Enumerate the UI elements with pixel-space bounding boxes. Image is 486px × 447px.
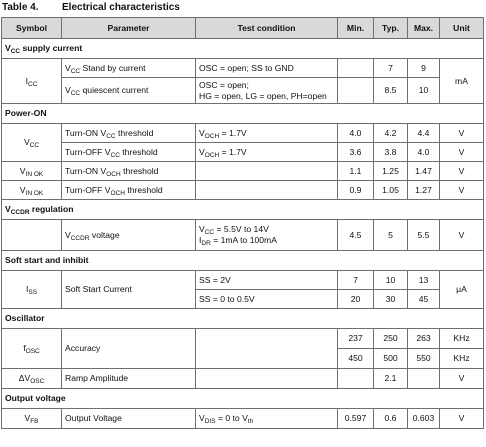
typ-cell: 0.6	[374, 409, 408, 429]
max-cell: 45	[408, 290, 440, 309]
typ-cell: 5	[374, 220, 408, 251]
unit-cell: μA	[440, 271, 484, 309]
section-heading-oscillator: Oscillator	[2, 309, 484, 329]
typ-cell: 2.1	[374, 369, 408, 389]
min-cell	[338, 78, 374, 104]
parameter-cell: Turn-OFF $V_{OCH}$ threshold	[62, 181, 196, 200]
symbol-cell: $V_{IN OK}$	[2, 162, 62, 181]
min-cell: 3.6	[338, 143, 374, 162]
section-heading-vcc-supply: $V_{CC}$ supply current	[2, 39, 484, 59]
table-row	[2, 78, 484, 104]
header-max: Max.	[408, 18, 440, 39]
header-parameter: Parameter	[62, 18, 196, 39]
symbol-cell: $I_{CC}$	[2, 59, 62, 104]
max-cell: 4.4	[408, 124, 440, 143]
unit-cell: KHz	[440, 349, 484, 369]
typ-cell: 3.8	[374, 143, 408, 162]
condition-cell	[196, 329, 338, 369]
parameter-cell: Turn-ON $V_{OCH}$ threshold	[62, 162, 196, 181]
typ-cell: 7	[374, 59, 408, 78]
table-row	[2, 369, 484, 389]
typ-cell: 30	[374, 290, 408, 309]
parameter-cell: Soft Start Current	[62, 271, 196, 309]
parameter-cell: Turn-OFF $V_{CC}$ threshold	[62, 143, 196, 162]
condition-cell	[196, 181, 338, 200]
max-cell: 13	[408, 271, 440, 290]
section-row	[2, 104, 484, 124]
unit-cell: V	[440, 143, 484, 162]
max-cell: 1.47	[408, 162, 440, 181]
max-cell: 0.603	[408, 409, 440, 429]
min-cell: 0.9	[338, 181, 374, 200]
min-cell: 7	[338, 271, 374, 290]
max-cell	[408, 369, 440, 389]
symbol-cell: $V_{IN OK}$	[2, 181, 62, 200]
condition-cell: $V_{OCH} = 1.7V$	[196, 124, 338, 143]
table-row	[2, 181, 484, 200]
parameter-cell: $V_{CCDR}$ voltage	[62, 220, 196, 251]
unit-cell: KHz	[440, 329, 484, 349]
max-cell: 9	[408, 59, 440, 78]
min-cell: 1.1	[338, 162, 374, 181]
parameter-cell: Output Voltage	[62, 409, 196, 429]
table-row	[2, 271, 484, 290]
table-row	[2, 409, 484, 429]
unit-cell: V	[440, 220, 484, 251]
parameter-cell: $V_{CC}$ quiescent current	[62, 78, 196, 104]
typ-cell: 1.25	[374, 162, 408, 181]
typ-cell: 4.2	[374, 124, 408, 143]
symbol-cell: $\Delta V_{OSC}$	[2, 369, 62, 389]
max-cell: 1.27	[408, 181, 440, 200]
max-cell: 550	[408, 349, 440, 369]
section-heading-soft-start: Soft start and inhibit	[2, 251, 484, 271]
max-cell: 5.5	[408, 220, 440, 251]
section-heading-power-on: Power-ON	[2, 104, 484, 124]
unit-cell: V	[440, 409, 484, 429]
unit-cell: V	[440, 162, 484, 181]
condition-cell: SS = 0 to 0.5V	[196, 290, 338, 309]
header-min: Min.	[338, 18, 374, 39]
min-cell: 237	[338, 329, 374, 349]
typ-cell: 500	[374, 349, 408, 369]
header-unit: Unit	[440, 18, 484, 39]
min-cell	[338, 59, 374, 78]
table-row	[2, 162, 484, 181]
typ-cell: 10	[374, 271, 408, 290]
header-test-condition: Test condition	[196, 18, 338, 39]
symbol-cell	[2, 220, 62, 251]
min-cell: 450	[338, 349, 374, 369]
max-cell: 10	[408, 78, 440, 104]
symbol-cell: $V_{FB}$	[2, 409, 62, 429]
condition-cell: OSC = open; HG = open, LG = open, PH=open	[196, 78, 338, 104]
min-cell: 20	[338, 290, 374, 309]
unit-cell: mA	[440, 59, 484, 104]
section-heading-output-voltage: Output voltage	[2, 389, 484, 409]
condition-cell: $V_{DIS} = 0$ to $V_{th}$	[196, 409, 338, 429]
section-row	[2, 309, 484, 329]
condition-cell	[196, 369, 338, 389]
unit-cell: V	[440, 181, 484, 200]
table-row	[2, 329, 484, 349]
min-cell	[338, 369, 374, 389]
section-row	[2, 200, 484, 220]
unit-cell: V	[440, 124, 484, 143]
condition-cell	[196, 162, 338, 181]
condition-cell: $V_{CC} = 5.5V$ to 14V $I_{DR} = 1mA$ to 100mA	[196, 220, 338, 251]
parameter-cell: Ramp Amplitude	[62, 369, 196, 389]
table-row	[2, 124, 484, 143]
parameter-cell: Turn-ON $V_{CC}$ threshold	[62, 124, 196, 143]
electrical-characteristics-table	[1, 17, 484, 429]
table-number: Table 4.	[2, 2, 39, 13]
section-heading-vccdr-regulation: $V_{CCDR}$ regulation	[2, 200, 484, 220]
table-caption	[2, 2, 180, 13]
condition-cell: SS = 2V	[196, 271, 338, 290]
section-row	[2, 251, 484, 271]
header-row	[2, 18, 484, 39]
table-title: Electrical characteristics	[62, 2, 180, 13]
max-cell: 4.0	[408, 143, 440, 162]
parameter-cell: $V_{CC}$ Stand by current	[62, 59, 196, 78]
typ-cell: 250	[374, 329, 408, 349]
symbol-cell: $V_{CC}$	[2, 124, 62, 162]
section-row	[2, 39, 484, 59]
section-row	[2, 389, 484, 409]
condition-cell: OSC = open; SS to GND	[196, 59, 338, 78]
max-cell: 263	[408, 329, 440, 349]
min-cell: 0.597	[338, 409, 374, 429]
table-row	[2, 143, 484, 162]
condition-cell: $V_{OCH} = 1.7V$	[196, 143, 338, 162]
table-row	[2, 59, 484, 78]
symbol-cell: $f_{OSC}$	[2, 329, 62, 369]
unit-cell: V	[440, 369, 484, 389]
table-row	[2, 220, 484, 251]
min-cell: 4.5	[338, 220, 374, 251]
typ-cell: 1.05	[374, 181, 408, 200]
symbol-cell: $I_{SS}$	[2, 271, 62, 309]
typ-cell: 8.5	[374, 78, 408, 104]
header-symbol: Symbol	[2, 18, 62, 39]
parameter-cell: Accuracy	[62, 329, 196, 369]
header-typ: Typ.	[374, 18, 408, 39]
min-cell: 4.0	[338, 124, 374, 143]
